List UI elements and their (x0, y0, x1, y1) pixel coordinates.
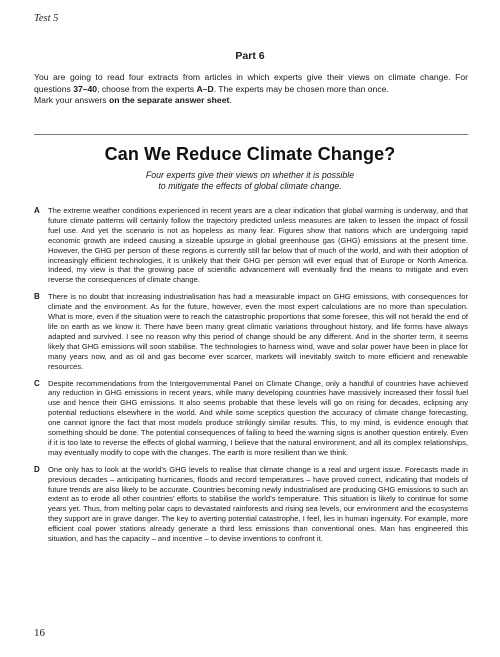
extract-letter: A (34, 206, 40, 215)
article-subtitle-line-2: to mitigate the effects of global climate change. (158, 181, 342, 192)
part-title: Part 6 (235, 50, 265, 62)
answer-instruction (34, 95, 468, 107)
answer-instruction-bold: on the separate answer sheet (108, 95, 230, 106)
extract-c (34, 379, 468, 458)
instructions-text-1: You are going to read four extracts from articles in which experts give their views on climate change. For questions (34, 72, 468, 94)
page-number: 16 (34, 627, 45, 639)
extract-text: The extreme weather conditions experienced in recent years are a clear indication that global warming is underway, and that future climate patterns will certainly follow the trajectory predicted unless measures are taken to lessen the impact of fossil fuel use. And yet the scenario is not as hopeless as many fear. Figures show that nations which are undergoing rapid economic growth are indeed causing a sizeable upsurge in global greenhouse gas (GHG) emissions at the present time. However, the GHG per person of these regions is currently still far below that of much of the world, and with their adoption of increasingly efficient technologies, it is unlikely that their GHG per person will ever equal that of Europe or North America. Indeed, my view is that the growing pace of scientific advancement will eventually find the means to mitigate and even reverse the consequences of climate change. (48, 206, 468, 285)
extract-d (34, 465, 468, 544)
instructions-paragraph (34, 72, 468, 95)
answer-instruction-suffix: . (229, 95, 232, 106)
expert-range: A–D (196, 83, 214, 94)
extract-text: One only has to look at the world’s GHG levels to realise that climate change is a real and urgent issue. Forecasts made in previous decades – anticipating hurricanes, floods and record temperatures – have proved correct, indicating that models of future trends are also likely to be accurate. Countries becoming newly industrialised are producing GHG emissions to such an extent as to erode all other countries’ efforts to stabilise the world’s temperature. This situation is likely to continue for some years yet. Thus, from melting polar caps to devastated rainforests and rising sea levels, our environment and the ecosystems they support are in grave danger. The key to averting potential catastrophe, I feel, lies in human ingenuity. For example, more efficient coal power stations already generate a third less emissions than conventional ones. Man has engineered this situation, and has the capacity – and incentive – to devise inventions to confront it. (48, 464, 468, 544)
article-subtitle (0, 170, 500, 193)
extract-a (34, 206, 468, 285)
extracts-list (34, 206, 468, 551)
extract-text: Despite recommendations from the Intergovernmental Panel on Climate Change, only a handful of countries have achieved any reduction in GHG emissions in recent years, while many developing countries have massively increased their fossil fuel use and hence their GHG emissions. It also seems probable that these levels will go on rising for decades, eclipsing any potential reductions elsewhere in the world. And while some sceptics question the accuracy of climate change forecasting, one cannot ignore the fact that most models produce strikingly similar results. This, to my mind, is evidence enough that something should be done. The potential consequences of failing to heed the warning signs is another question entirely. Even if it is too late to reverse the effects of global warming, I believe that the natural environment, and all its complex relationships, may eventually modify to cope with the changes. The earth is more resilient than we think. (48, 378, 468, 457)
answer-instruction-prefix: Mark your answers (34, 95, 109, 106)
article-subtitle-line-1: Four experts give their views on whether it is possible (145, 170, 355, 180)
instructions (34, 72, 468, 107)
extract-letter: B (34, 292, 40, 302)
section-divider (34, 134, 468, 135)
article-title: Can We Reduce Climate Change? (104, 144, 396, 164)
extract-letter: D (34, 464, 40, 474)
running-head: Test 5 (34, 13, 59, 24)
extract-letter: C (34, 378, 40, 388)
extract-b (34, 292, 468, 371)
extract-text: There is no doubt that increasing industrialisation has had a measurable impact on GHG emissions, with consequences for climate and the environment. As for the future, however, even the most expert calculations are no more than speculation. What is more, even if the situation were to reach the catastrophic proportions that some foresee, this will not herald the end of life on earth as we know it. There have been many great climatic variations throughout history, and life forms have always adapted and survived. I see no reason why this period of change should be any different. And in the shorter term, it seems likely that GHG emissions will soon stabilise. The technologies to harness wind, wave and solar power have been in place for many years now, and as oil and gas become ever scarcer, markets will inevitably switch to more efficient and renewable resources. (48, 292, 468, 371)
question-range: 37–40 (73, 83, 98, 94)
instructions-text-3: . The experts may be chosen more than once. (213, 83, 389, 94)
instructions-text-2: , choose from the experts (97, 83, 197, 94)
